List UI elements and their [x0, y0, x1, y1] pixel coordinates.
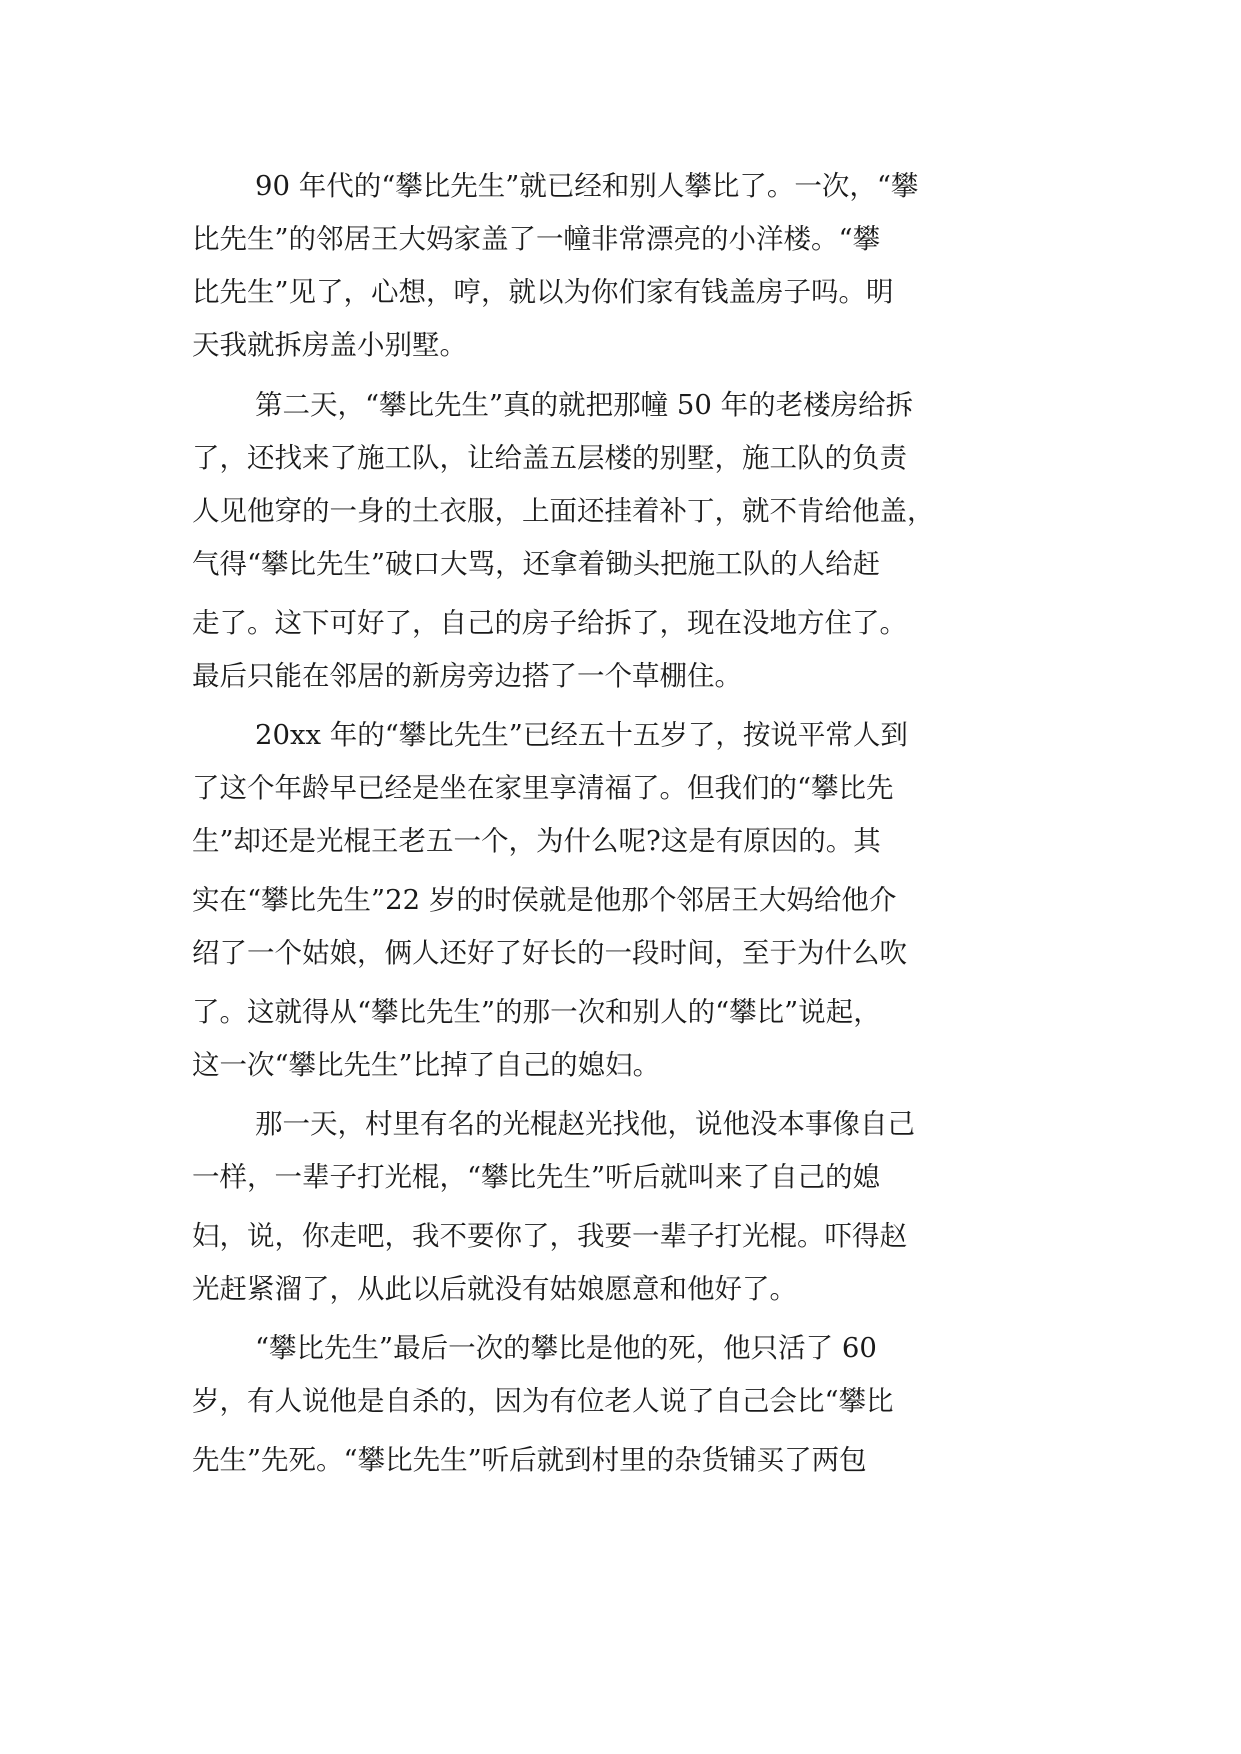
paragraph-3-line-3: 生”却还是光棍王老五一个，为什么呢?这是有原因的。其: [192, 825, 881, 857]
paragraph-1-line-2: 比先生”的邻居王大妈家盖了一幢非常漂亮的小洋楼。“攀: [192, 223, 881, 255]
paragraph-1-line-4: 天我就拆房盖小别墅。: [192, 329, 467, 361]
paragraph-3-line-5: 绍了一个姑娘，俩人还好了好长的一段时间，至于为什么吹: [192, 937, 907, 969]
paragraph-4-line-1: 那一天，村里有名的光棍赵光找他，说他没本事像自己: [255, 1108, 915, 1140]
paragraph-2-line-5: 走了。这下可好了，自己的房子给拆了，现在没地方住了。: [192, 607, 907, 639]
paragraph-5-line-1: “攀比先生”最后一次的攀比是他的死，他只活了 60: [255, 1332, 877, 1364]
paragraph-3-line-4: 实在“攀比先生”22 岁的时侯就是他那个邻居王大妈给他介: [192, 884, 897, 916]
paragraph-5-line-2: 岁，有人说他是自杀的，因为有位老人说了自己会比“攀比: [192, 1385, 894, 1417]
paragraph-3-line-7: 这一次“攀比先生”比掉了自己的媳妇。: [192, 1049, 661, 1081]
paragraph-3-line-2: 了这个年龄早已经是坐在家里享清福了。但我们的“攀比先: [192, 772, 894, 804]
paragraph-3-line-6: 了。这就得从“攀比先生”的那一次和别人的“攀比”说起，: [192, 996, 881, 1028]
paragraph-3-line-1: 20xx 年的“攀比先生”已经五十五岁了，按说平常人到: [255, 719, 908, 751]
paragraph-4-line-4: 光赶紧溜了，从此以后就没有姑娘愿意和他好了。: [192, 1273, 797, 1305]
paragraph-2-line-1: 第二天，“攀比先生”真的就把那幢 50 年的老楼房给拆: [255, 389, 914, 421]
paragraph-2-line-3: 人见他穿的一身的土衣服，上面还挂着补丁，就不肯给他盖，: [192, 495, 935, 527]
paragraph-5-line-3: 先生”先死。“攀比先生”听后就到村里的杂货铺买了两包: [192, 1444, 867, 1476]
paragraph-2-line-2: 了，还找来了施工队，让给盖五层楼的别墅，施工队的负责: [192, 442, 907, 474]
paragraph-4-line-2: 一样，一辈子打光棍，“攀比先生”听后就叫来了自己的媳: [192, 1161, 881, 1193]
paragraph-2-line-4: 气得“攀比先生”破口大骂，还拿着锄头把施工队的人给赶: [192, 548, 881, 580]
paragraph-4-line-3: 妇，说，你走吧，我不要你了，我要一辈子打光棍。吓得赵: [192, 1220, 907, 1252]
paragraph-2-line-6: 最后只能在邻居的新房旁边搭了一个草棚住。: [192, 660, 742, 692]
paragraph-1-line-1: 90 年代的“攀比先生”就已经和别人攀比了。一次，“攀: [255, 170, 919, 202]
paragraph-1-line-3: 比先生”见了，心想，哼，就以为你们家有钱盖房子吗。明: [192, 276, 894, 308]
